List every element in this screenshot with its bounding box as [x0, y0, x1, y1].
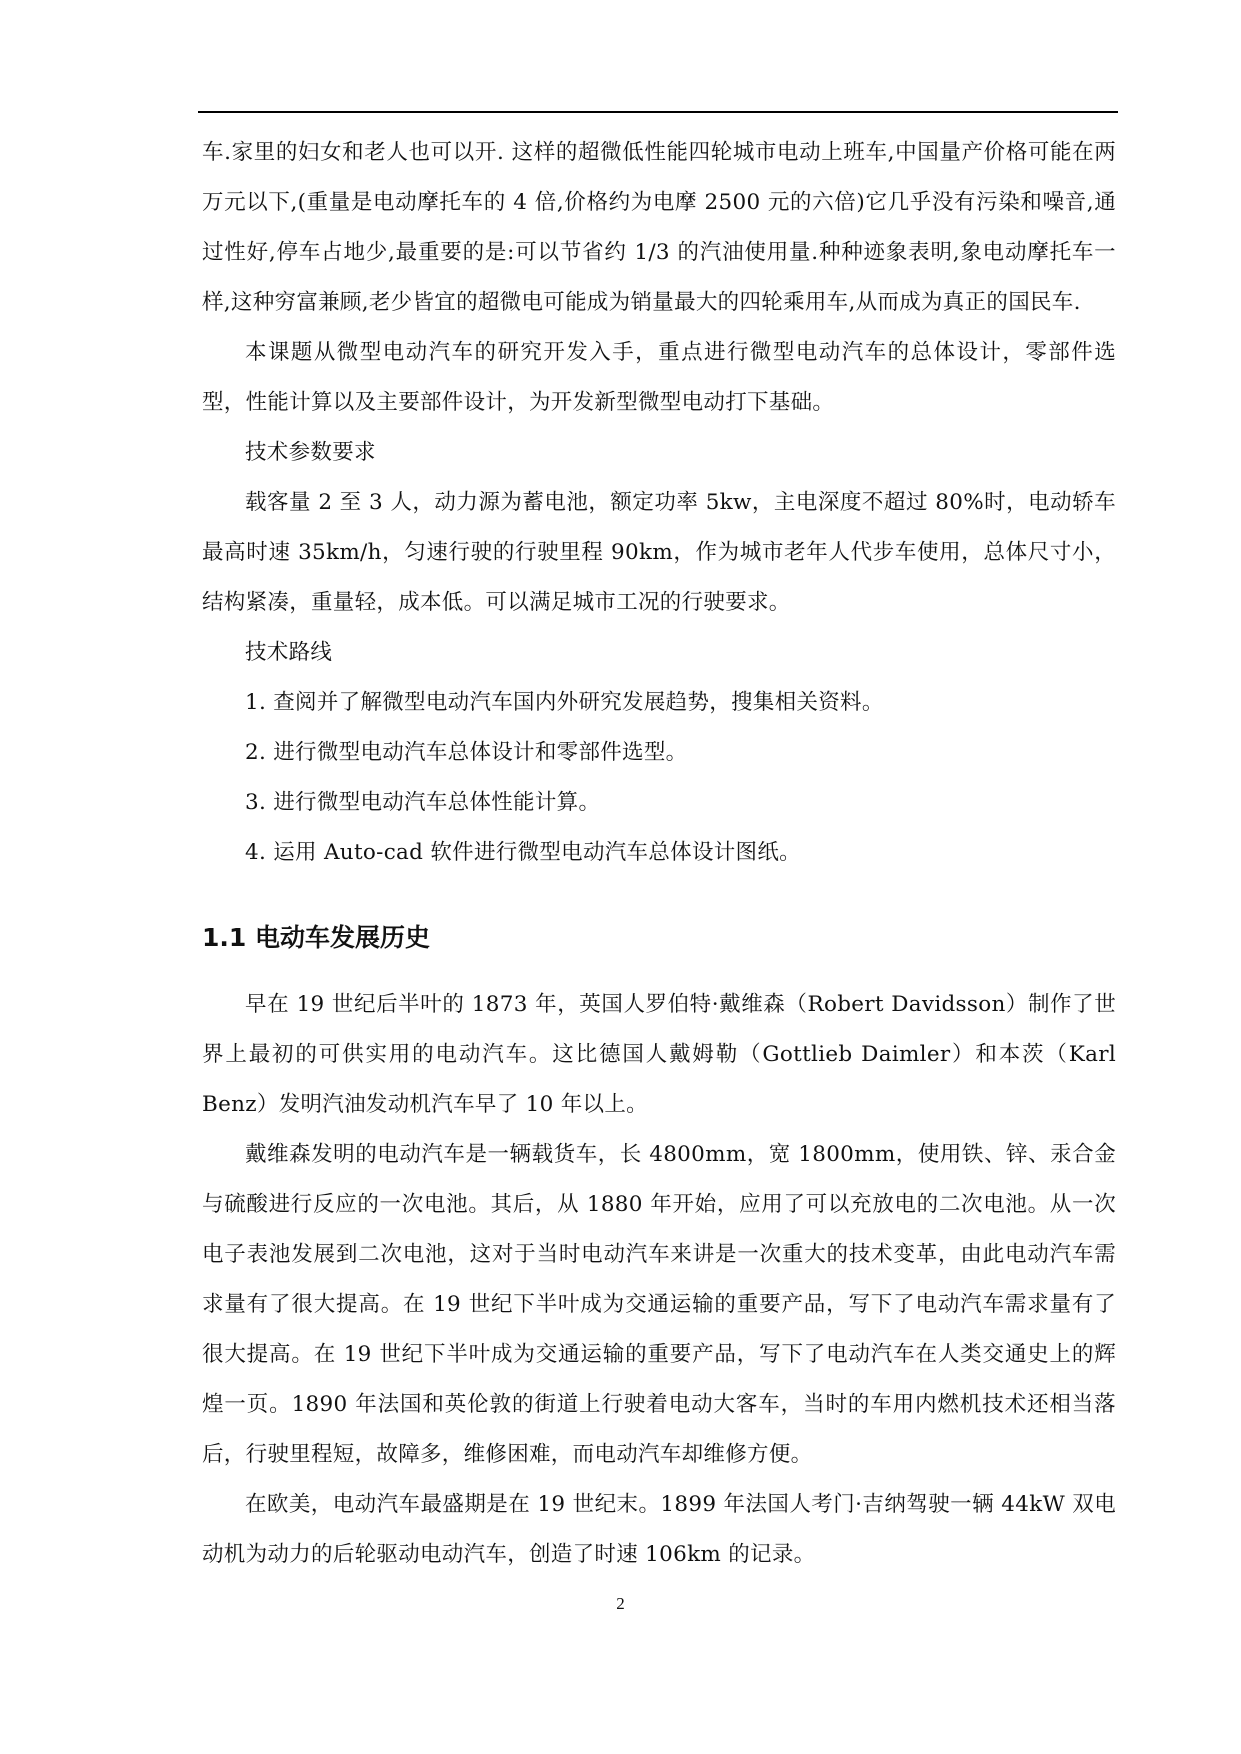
list-item-route-2: 2. 进行微型电动汽车总体设计和零部件选型。 [245, 740, 688, 765]
paragraph-history-1899: 在欧美，电动汽车最盛期是在 19 世纪末。1899 年法国人考门·吉纳驾驶一辆 44kW 双电动机为动力的后轮驱动电动汽车，创造了时速 106km 的记录。 [202, 1492, 1116, 1567]
paragraph-tech-params: 载客量 2 至 3 人，动力源为蓄电池，额定功率 5kw，主电深度不超过 80%时，电动轿车最高时速 35km/h，匀速行驶的行驶里程 90km，作为城市老年人代步车使用，总体尺寸小，结构紧凑，重量轻，成本低。可以满足城市工况的行驶要求。 [202, 490, 1116, 615]
paragraph-history-1873: 早在 19 世纪后半叶的 1873 年，英国人罗伯特·戴维森（Robert Davidsson）制作了世界上最初的可供实用的电动汽车。这比德国人戴姆勒（Gottlieb Daimler）和本茨（Karl Benz）发明汽油发动机汽车早了 10 年以上。 [202, 992, 1116, 1117]
intro-text-block [202, 128, 1116, 878]
section-text-block [202, 980, 1116, 1580]
page-number: 2 [616, 1594, 625, 1613]
paragraph-project-scope: 本课题从微型电动汽车的研究开发入手，重点进行微型电动汽车的总体设计，零部件选型，性能计算以及主要部件设计，为开发新型微型电动打下基础。 [202, 340, 1116, 415]
list-item-route-1: 1. 查阅并了解微型电动汽车国内外研究发展趋势，搜集相关资料。 [245, 690, 884, 715]
list-item-route-4: 4. 运用 Auto-cad 软件进行微型电动汽车总体设计图纸。 [245, 840, 801, 865]
section-heading: 1.1 电动车发展历史 [202, 923, 430, 952]
paragraph-continuation: 车.家里的妇女和老人也可以开. 这样的超微低性能四轮城市电动上班车,中国量产价格可能在两万元以下,(重量是电动摩托车的 4 倍,价格约为电摩 2500 元的六倍)它几乎没有污染和噪音,通过性好,停车占地少,最重要的是:可以节省约 1/3 的汽油使用量.种种迹象表明,象电动摩托车一样,这种穷富兼顾,老少皆宜的超微电可能成为销量最大的四轮乘用车,从而成为真正的国民车. [202, 140, 1116, 315]
paragraph-history-davidsson: 戴维森发明的电动汽车是一辆载货车，长 4800mm，宽 1800mm，使用铁、锌、汞合金与硫酸进行反应的一次电池。其后，从 1880 年开始，应用了可以充放电的二次电池。从一次电子表池发展到二次电池，这对于当时电动汽车来讲是一次重大的技术变革，由此电动汽车需求量有了很大提高。在 19 世纪下半叶成为交通运输的重要产品，写下了电动汽车需求量有了很大提高。在 19 世纪下半叶成为交通运输的重要产品，写下了电动汽车在人类交通史上的辉煌一页。1890 年法国和英伦敦的街道上行驶着电动大客车，当时的车用内燃机技术还相当落后，行驶里程短，故障多，维修困难，而电动汽车却维修方便。 [202, 1142, 1116, 1467]
subheading-tech-route: 技术路线 [245, 640, 333, 665]
subheading-tech-params: 技术参数要求 [245, 440, 376, 465]
header-rule [198, 111, 1118, 113]
list-item-route-3: 3. 进行微型电动汽车总体性能计算。 [245, 790, 601, 815]
